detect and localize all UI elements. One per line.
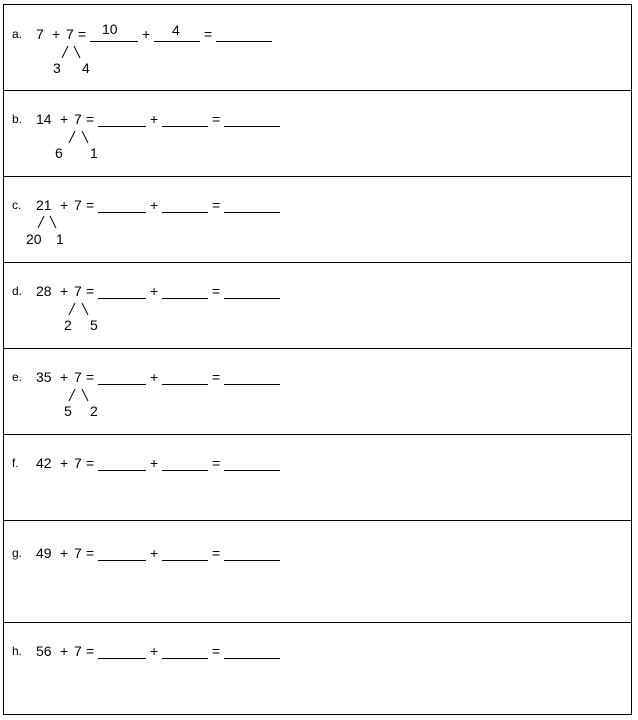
bond-left-branch (69, 131, 75, 143)
problem-row-e (3, 348, 632, 435)
plus-sign-2: + (150, 111, 159, 127)
problem-row-h (3, 622, 632, 715)
problem-label: f. (12, 456, 19, 470)
equals-sign-2: = (212, 455, 221, 471)
problem-row-a (3, 4, 632, 91)
plus-sign-2: + (150, 643, 159, 659)
equals-sign-2: = (212, 369, 221, 385)
equals-sign: = (86, 197, 95, 213)
split-left: 6 (55, 145, 63, 161)
plus-sign: + (60, 545, 69, 561)
answer-blank-1[interactable] (98, 560, 146, 561)
problem-label: g. (12, 546, 23, 560)
addend-b: 7 (74, 545, 82, 561)
problem-row-f (3, 434, 632, 521)
problem-row-b (3, 90, 632, 177)
problem-label: d. (12, 284, 23, 298)
split-left: 20 (26, 231, 42, 247)
plus-sign-2: + (150, 455, 159, 471)
plus-sign-2: + (150, 369, 159, 385)
equals-sign-2: = (212, 643, 221, 659)
addend-b: 7 (74, 455, 82, 471)
split-left: 3 (53, 60, 61, 76)
answer-blank-2[interactable] (162, 560, 208, 561)
equals-sign-2: = (204, 26, 213, 42)
plus-sign: + (52, 26, 61, 42)
equals-sign: = (86, 643, 95, 659)
plus-sign: + (60, 455, 69, 471)
split-right: 1 (56, 231, 64, 247)
split-right: 1 (90, 145, 98, 161)
addend-b: 7 (74, 369, 82, 385)
bond-left-branch (69, 389, 75, 401)
answer-blank-1[interactable] (98, 658, 146, 659)
addend-b: 7 (66, 26, 74, 42)
plus-sign-2: + (150, 197, 159, 213)
bond-right-branch (50, 216, 56, 228)
worksheet (3, 4, 633, 715)
equals-sign-2: = (212, 197, 221, 213)
number-bond (4, 5, 633, 92)
sum-blank[interactable] (224, 658, 280, 659)
filled-answer-1: 10 (102, 21, 118, 37)
split-right: 2 (90, 403, 98, 419)
addend-a: 56 (36, 643, 52, 659)
plus-sign: + (60, 197, 69, 213)
equals-sign-2: = (212, 545, 221, 561)
bond-right-branch (82, 131, 88, 143)
problem-label: e. (12, 370, 23, 384)
problem-label: b. (12, 112, 23, 126)
problem-row-d (3, 262, 632, 349)
bond-left-branch (38, 216, 44, 228)
equals-sign: = (86, 111, 95, 127)
addend-a: 35 (36, 369, 52, 385)
problem-row-g (3, 520, 632, 623)
addend-b: 7 (74, 111, 82, 127)
split-left: 2 (64, 317, 72, 333)
number-bond (4, 262, 633, 349)
sum-blank[interactable] (224, 470, 280, 471)
plus-sign: + (60, 283, 69, 299)
addend-b: 7 (74, 197, 82, 213)
equals-sign: = (86, 455, 95, 471)
answer-blank-2[interactable] (162, 658, 208, 659)
split-right: 5 (90, 317, 98, 333)
answer-blank-2[interactable] (162, 470, 208, 471)
equals-sign: = (78, 26, 87, 42)
equals-sign: = (86, 283, 95, 299)
filled-answer-2: 4 (172, 22, 180, 38)
addend-a: 14 (36, 111, 52, 127)
equals-sign-2: = (212, 111, 221, 127)
number-bond (4, 348, 633, 435)
problem-label: h. (12, 644, 23, 658)
problem-label: a. (12, 27, 23, 41)
problem-row-c (3, 176, 632, 263)
addend-a: 28 (36, 283, 52, 299)
addend-a: 21 (36, 197, 52, 213)
problem-label: c. (12, 198, 22, 212)
number-bond (4, 176, 633, 263)
addend-b: 7 (74, 283, 82, 299)
sum-blank[interactable] (224, 560, 280, 561)
addend-b: 7 (74, 643, 82, 659)
answer-blank-1[interactable] (98, 470, 146, 471)
plus-sign: + (60, 643, 69, 659)
number-bond (4, 90, 633, 177)
bond-left-branch (62, 46, 68, 58)
plus-sign: + (60, 111, 69, 127)
equals-sign: = (86, 369, 95, 385)
plus-sign: + (60, 369, 69, 385)
bond-right-branch (82, 303, 88, 315)
split-left: 5 (64, 403, 72, 419)
equals-sign: = (86, 545, 95, 561)
addend-a: 49 (36, 545, 52, 561)
bond-right-branch (74, 46, 80, 58)
addend-a: 7 (36, 26, 44, 42)
addend-a: 42 (36, 455, 52, 471)
equals-sign-2: = (212, 283, 221, 299)
bond-left-branch (69, 303, 75, 315)
split-right: 4 (82, 60, 90, 76)
plus-sign-2: + (150, 283, 159, 299)
plus-sign-2: + (150, 545, 159, 561)
bond-right-branch (82, 389, 88, 401)
plus-sign-2: + (142, 26, 151, 42)
